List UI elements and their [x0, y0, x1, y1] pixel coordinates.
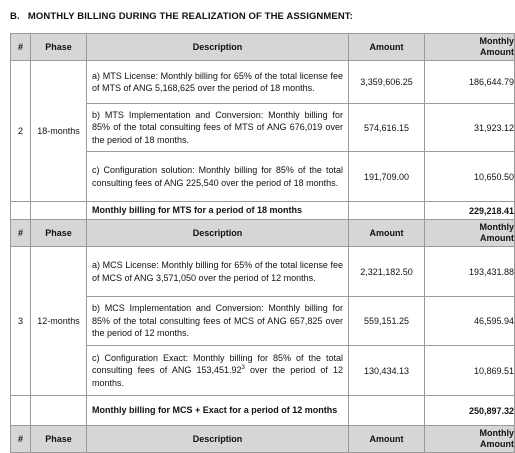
description-cell: a) MTS License: Monthly billing for 65% of the total license fee of MTS of ANG 5,168,625 over the period of 18 months.: [87, 61, 349, 104]
total-monthly-amount: 250,897.32: [425, 396, 515, 426]
amount-cell: 3,359,606.25: [349, 61, 425, 104]
monthly-header-line1: Monthly: [479, 36, 514, 46]
description-text: c) Configuration Exact: Monthly billing for 85% of the total consulting fees of ANG 153,451.92: [92, 352, 343, 376]
table-row: [11, 61, 515, 104]
monthly-amount-cell: 10,650.50: [425, 152, 515, 202]
total-label: Monthly billing for MTS for a period of 18 months: [87, 202, 349, 220]
monthly-amount-cell: 10,869.51: [425, 346, 515, 396]
column-header-num: #: [11, 220, 31, 247]
column-header-amount: Amount: [349, 34, 425, 61]
row-number: 2: [11, 61, 31, 202]
total-monthly-amount: 229,218.41: [425, 202, 515, 220]
column-header-monthly: [425, 426, 515, 453]
description-cell: [87, 346, 349, 396]
amount-cell: 574,616.15: [349, 104, 425, 152]
total-label: Monthly billing for MCS + Exact for a period of 12 months: [87, 396, 349, 426]
column-header-description: Description: [87, 220, 349, 247]
description-text-end: over the period of 12 months.: [92, 365, 343, 388]
section-heading: B. MONTHLY BILLING DURING THE REALIZATION OF THE ASSIGNMENT:: [10, 11, 353, 22]
description-cell: b) MTS Implementation and Conversion: Monthly billing for 85% of the total consulting fees of MTS of ANG 676,019 over the period of 18 months.: [87, 104, 349, 152]
column-header-phase: Phase: [31, 34, 87, 61]
table-row: [11, 297, 515, 346]
column-header-description: Description: [87, 34, 349, 61]
table-row: [11, 152, 515, 202]
row-number: 3: [11, 247, 31, 396]
column-header-amount: Amount: [349, 426, 425, 453]
monthly-header-line1: Monthly: [479, 222, 514, 232]
footnote-marker: 3: [241, 365, 245, 372]
amount-cell: 130,434.13: [349, 346, 425, 396]
table-row: [11, 247, 515, 297]
monthly-header-line2: Amount: [480, 233, 514, 243]
total-row: [11, 396, 515, 426]
description-cell: b) MCS Implementation and Conversion: Monthly billing for 85% of the total consulting fees of MCS of ANG 657,825 over the period of 12 months.: [87, 297, 349, 346]
table-header-row: [11, 426, 515, 453]
monthly-amount-cell: 31,923.12: [425, 104, 515, 152]
table-header-row: [11, 34, 515, 61]
description-cell: c) Configuration solution: Monthly billing for 85% of the total consulting fees of ANG 225,540 over the period of 18 months.: [87, 152, 349, 202]
column-header-monthly: [425, 34, 515, 61]
monthly-amount-cell: 186,644.79: [425, 61, 515, 104]
monthly-header-line1: Monthly: [479, 428, 514, 438]
monthly-amount-cell: 193,431.88: [425, 247, 515, 297]
column-header-phase: Phase: [31, 220, 87, 247]
amount-cell: 191,709.00: [349, 152, 425, 202]
column-header-num: #: [11, 426, 31, 453]
phase-cell: 18-months: [31, 61, 87, 202]
column-header-description: Description: [87, 426, 349, 453]
total-row: [11, 202, 515, 220]
amount-cell: 2,321,182.50: [349, 247, 425, 297]
column-header-monthly: [425, 220, 515, 247]
column-header-phase: Phase: [31, 426, 87, 453]
monthly-amount-cell: 46,595.94: [425, 297, 515, 346]
table-row: [11, 104, 515, 152]
column-header-num: #: [11, 34, 31, 61]
monthly-header-line2: Amount: [480, 439, 514, 449]
monthly-header-line2: Amount: [480, 47, 514, 57]
description-cell: a) MCS License: Monthly billing for 65% of the total license fee of MCS of ANG 3,571,050 over the period of 12 months.: [87, 247, 349, 297]
table-header-row: [11, 220, 515, 247]
amount-cell: 559,151.25: [349, 297, 425, 346]
column-header-amount: Amount: [349, 220, 425, 247]
monthly-billing-table: [10, 33, 515, 453]
table-row: [11, 346, 515, 396]
phase-cell: 12-months: [31, 247, 87, 396]
